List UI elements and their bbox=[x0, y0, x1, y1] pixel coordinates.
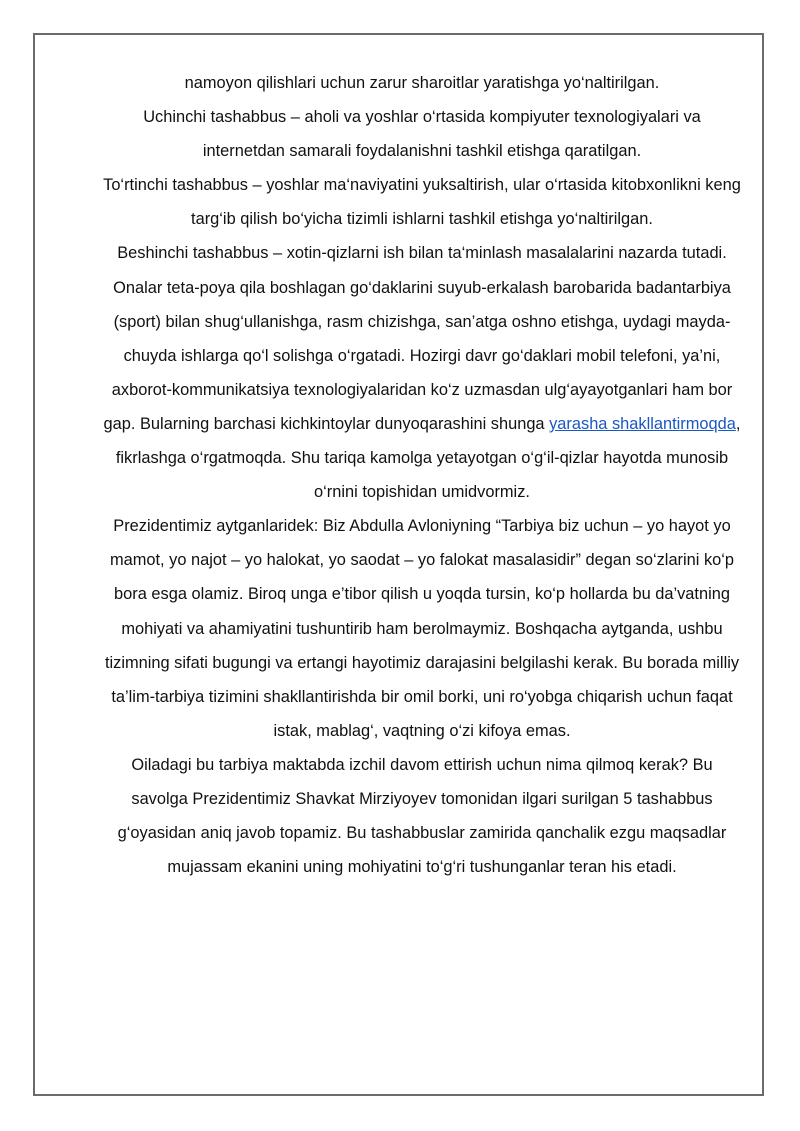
document-body bbox=[102, 66, 742, 884]
paragraph-1: namoyon qilishlari uchun zarur sharoitlar yaratishga yo‘naltirilgan. bbox=[184, 74, 660, 92]
paragraph-4: Beshinchi tashabbus – xotin-qizlarni ish bilan ta‘minlash masalalarini nazarda tutadi. bbox=[117, 244, 727, 263]
paragraph-6: Prezidentimiz aytganlaridek: Biz Abdulla Avloniyning “Tarbiya biz uchun – yo hayot yo mamot, yo najot – yo halokat, yo saodat – yo falokat masalasidir” degan so‘zlarini ko‘p bora esga olamiz. Biroq unga e’tibor qilish u yoqda tursin, ko‘p hollarda bu da’vatning mohiyati va ahamiyatini tushuntirib ham berolmaymiz. Boshqacha aytganda, ushbu tizimning sifati bugungi va ertangi hayotimiz darajasini belgilashi kerak. Bu borada milliy ta’lim-tarbiya tizimini shakllantirishda bir omil borki, uni ro‘yobga chiqarish uchun faqat istak, mablag‘, vaqtning o‘zi kifoya emas. bbox=[104, 517, 740, 740]
paragraph-5-text-before: Onalar teta-poya qila boshlagan go‘daklarini suyub-erkalash barobarida badantarbiya (sport) bilan shug‘ullanishga, rasm chizishga, san’atga oshno etishga, uydagi mayda-chuyda ishlarga qo‘l solishga o‘rgatadi. Hozirgi davr go‘daklari mobil telefoni, ya’ni, axborot-kommunikatsiya texnologiyalaridan ko‘z uzmasdan ulg‘ayayotganlari ham bor gap. Bularning barchasi kichkintoylar dunyoqarashini shunga bbox=[103, 278, 733, 433]
text-hyperlink[interactable]: yarasha shakllantirmoqda bbox=[549, 414, 736, 433]
paragraph-5 bbox=[102, 271, 742, 510]
paragraph-7: Oiladagi bu tarbiya maktabda izchil davom ettirish uchun nima qilmoq kerak? Bu savolga Prezidentimiz Shavkat Mirziyoyev tomonidan ilgari surilgan 5 tashabbus g‘oyasidan aniq javob topamiz. Bu tashabbuslar zamirida qanchalik ezgu maqsadlar mujassam ekanini uning mohiyatini to‘g‘ri tushunganlar teran his etadi. bbox=[117, 755, 727, 877]
paragraph-5-text-after: , fikrlashga o‘rgatmoqda. Shu tariqa kamolga yetayotgan o‘g‘il-qizlar hayotda munosib o‘rnini topishidan umidvormiz. bbox=[115, 414, 741, 502]
paragraph-2: Uchinchi tashabbus – aholi va yoshlar o‘rtasida kompiyuter texnologiyalari va internetdan samarali foydalanishni tashkil etishga qaratilgan. bbox=[143, 108, 701, 161]
paragraph-3: To‘rtinchi tashabbus – yoshlar ma‘naviyatini yuksaltirish, ular o‘rtasida kitobxonlikni keng targ‘ib qilish bo‘yicha tizimli ishlarni tashkil etishga yo‘naltirilgan. bbox=[103, 176, 741, 229]
